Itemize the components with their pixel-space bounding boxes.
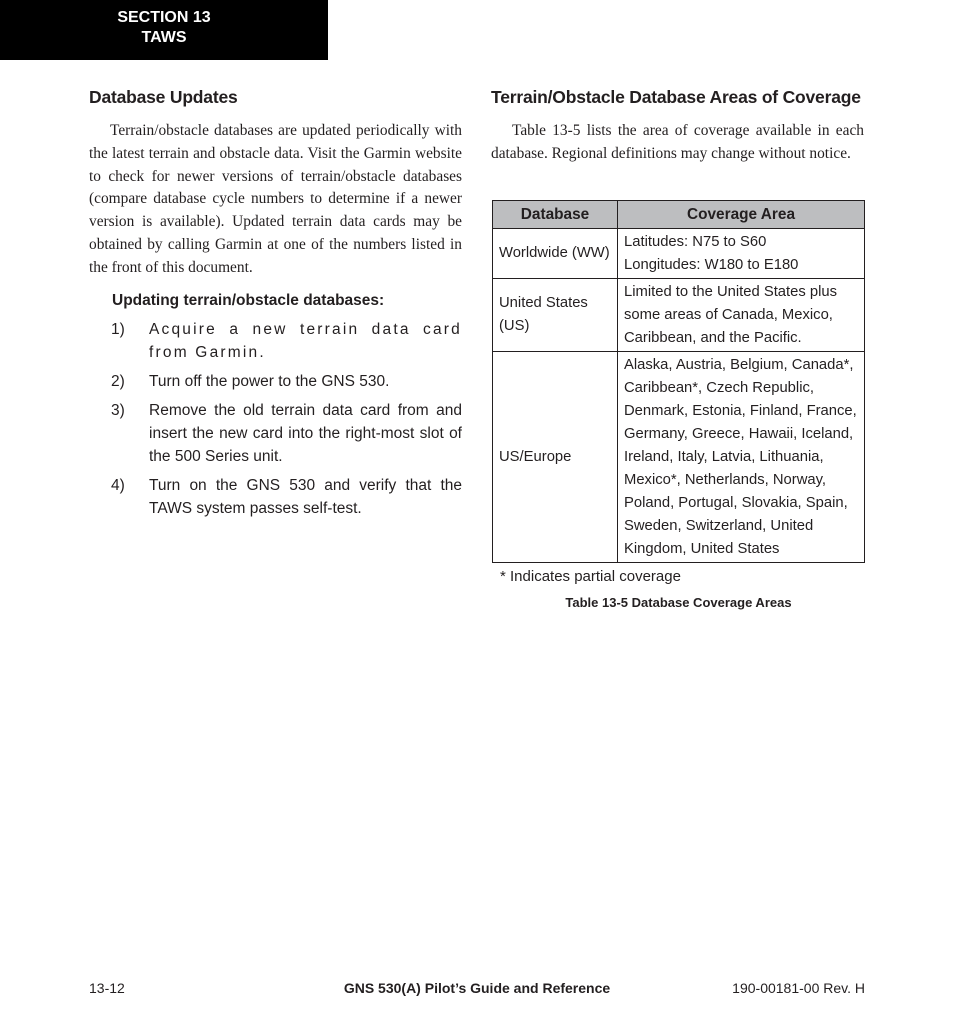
section-number: SECTION 13 — [117, 9, 211, 26]
coverage-line: Sweden, Switzerland, United — [624, 518, 814, 534]
procedure-heading: Updating terrain/obstacle databases: — [112, 291, 385, 309]
step-text: Turn on the GNS 530 and verify that the TAWS system passes self-test. — [149, 476, 462, 517]
step-number: 1) — [111, 320, 125, 338]
coverage-line: Latitudes: N75 to S60 — [624, 234, 767, 250]
database-updates-paragraph: Terrain/obstacle databases are updated periodically with the latest terrain and obstacle data. Visit the Garmin website to check for newer versions of terrain/obstacle databases (compare database cycle numbers to determine if a newer version is available). Updated terrain data cards may be obtained by calling Garmin at one of the numbers listed in the front of this document. — [89, 122, 462, 276]
coverage-area-cell — [618, 352, 865, 563]
coverage-line: Kingdom, United States — [624, 541, 780, 557]
section-title: TAWS — [141, 29, 187, 46]
coverage-line: Caribbean*, Czech Republic, — [624, 380, 814, 396]
database-updates-heading: Database Updates — [89, 87, 238, 107]
column-header-coverage-area: Coverage Area — [618, 201, 865, 229]
page-number: 13-12 — [89, 980, 125, 996]
step-text: Remove the old terrain data card from and insert the new card into the right-most slot of the 500 Series unit. — [149, 401, 462, 465]
coverage-line: Denmark, Estonia, Finland, France, — [624, 403, 857, 419]
coverage-line: Mexico*, Netherlands, Norway, — [624, 472, 827, 488]
database-cell: US/Europe — [493, 352, 618, 563]
left-column — [89, 84, 462, 526]
coverage-line: Ireland, Italy, Latvia, Lithuania, — [624, 449, 824, 465]
document-number: 190-00181-00 Rev. H — [732, 980, 865, 996]
table-row — [493, 229, 865, 279]
coverage-line: Longitudes: W180 to E180 — [624, 257, 799, 273]
document-title: GNS 530(A) Pilot’s Guide and Reference — [343, 980, 611, 996]
coverage-area-cell — [618, 229, 865, 279]
database-cell: Worldwide (WW) — [493, 229, 618, 279]
step-text: Turn off the power to the GNS 530. — [149, 372, 390, 390]
column-header-database: Database — [493, 201, 618, 229]
section-tab — [0, 0, 328, 60]
coverage-area-cell — [618, 279, 865, 352]
procedure-step — [89, 474, 462, 520]
procedure-step — [89, 370, 462, 393]
coverage-line: Caribbean, and the Pacific. — [624, 330, 802, 346]
database-cell: United States (US) — [493, 279, 618, 352]
coverage-heading: Terrain/Obstacle Database Areas of Coverage — [491, 87, 861, 107]
right-column — [491, 84, 864, 166]
procedure-step — [89, 399, 462, 468]
coverage-paragraph: Table 13-5 lists the area of coverage available in each database. Regional definitions may change without notice. — [491, 122, 864, 162]
coverage-table — [492, 200, 865, 563]
table-header-row — [493, 201, 865, 229]
coverage-line: Germany, Greece, Hawaii, Iceland, — [624, 426, 854, 442]
procedure-step — [89, 318, 462, 364]
coverage-line: Alaska, Austria, Belgium, Canada*, — [624, 357, 854, 373]
table-row — [493, 279, 865, 352]
step-text: Acquire a new terrain data card from Garmin. — [149, 320, 462, 361]
coverage-line: Poland, Portugal, Slovakia, Spain, — [624, 495, 848, 511]
step-number: 3) — [111, 401, 125, 419]
step-number: 2) — [111, 372, 125, 390]
table-footnote: * Indicates partial coverage — [500, 568, 681, 585]
step-number: 4) — [111, 476, 125, 494]
coverage-line: some areas of Canada, Mexico, — [624, 307, 833, 323]
procedure-steps — [89, 318, 462, 520]
table-caption: Table 13-5 Database Coverage Areas — [565, 595, 792, 610]
coverage-line: Limited to the United States plus — [624, 284, 838, 300]
table-row — [493, 352, 865, 563]
